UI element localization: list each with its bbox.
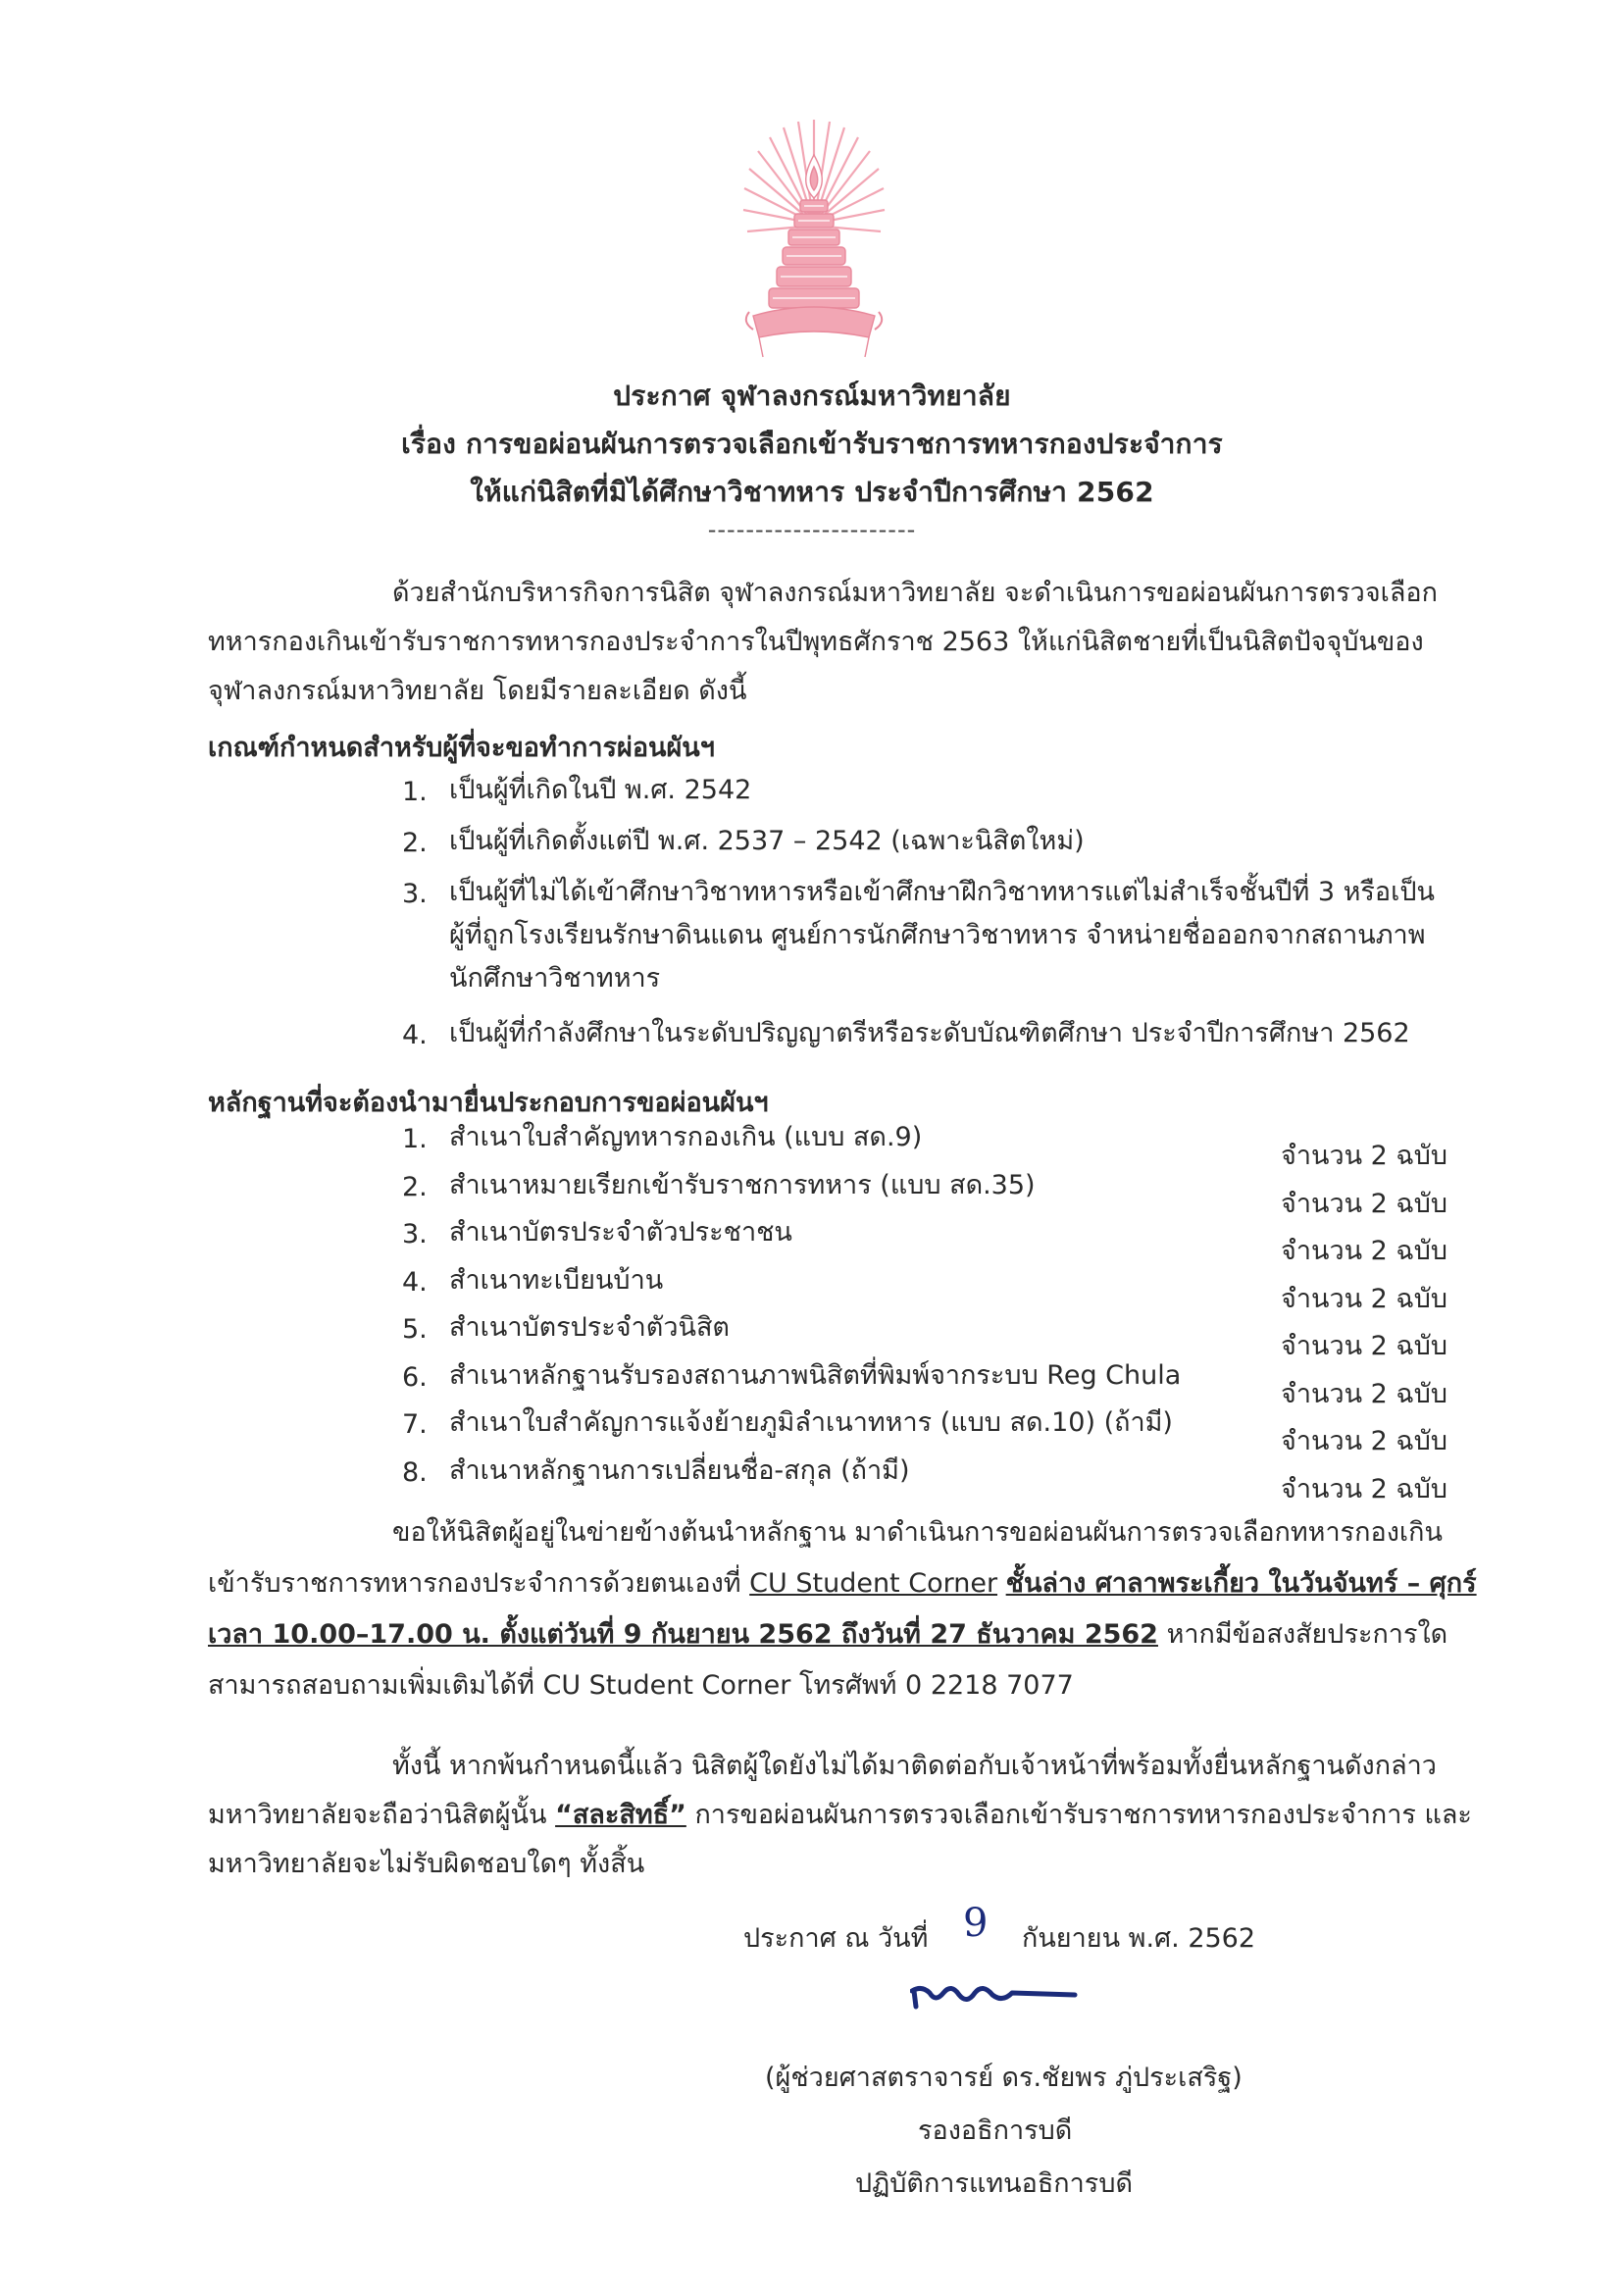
forfeit-term: “สละสิทธิ์”	[555, 1800, 686, 1830]
document-item: สำเนาใบสำคัญการแจ้งย้ายภูมิลำเนาทหาร (แบบ สด.10) (ถ้ามี)	[449, 1407, 1173, 1438]
document-quantity: จำนวน 2 ฉบับ	[1281, 1141, 1448, 1171]
warning-text: การขอผ่อนผันการตรวจเลือกเข้ารับราชการทหารกองประจำการ และ	[694, 1800, 1472, 1830]
document-quantity: จำนวน 2 ฉบับ	[1281, 1236, 1448, 1266]
date-prefix: ประกาศ ณ วันที่	[743, 1923, 929, 1954]
criteria-number: 4.	[402, 1020, 428, 1050]
document-item: สำเนาหมายเรียกเข้ารับราชการทหาร (แบบ สด.35)	[449, 1170, 1036, 1200]
document-number: 5.	[402, 1314, 428, 1345]
location-name: CU Student Corner	[749, 1568, 998, 1599]
warning-line-1: ทั้งนี้ หากพ้นกำหนดนี้แล้ว นิสิตผู้ใดยังไม่ได้มาติดต่อกับเจ้าหน้าที่พร้อมทั้งยื่นหลักฐานดังกล่าว	[392, 1751, 1437, 1781]
university-emblem-icon	[739, 116, 888, 381]
criteria-number: 2.	[402, 828, 428, 858]
location-detail: ชั้นล่าง ศาลาพระเกี้ยว ในวันจันทร์ – ศุกร์	[1005, 1568, 1477, 1599]
document-number: 4.	[402, 1267, 428, 1298]
document-item: สำเนาใบสำคัญทหารกองเกิน (แบบ สด.9)	[449, 1122, 923, 1152]
criteria-number: 1.	[402, 777, 428, 807]
document-number: 1.	[402, 1124, 428, 1154]
signatory-name: (ผู้ช่วยศาสตราจารย์ ดร.ชัยพร ภู่ประเสริฐ)	[765, 2063, 1243, 2093]
intro-line-3: จุฬาลงกรณ์มหาวิทยาลัย โดยมีรายละเอียด ดังนี้	[208, 676, 747, 706]
service-period: เวลา 10.00–17.00 น. ตั้งแต่วันที่ 9 กันยายน 2562 ถึงวันที่ 27 ธันวาคม 2562	[208, 1619, 1158, 1650]
criteria-item: เป็นผู้ที่เกิดตั้งแต่ปี พ.ศ. 2537 – 2542 (เฉพาะนิสิตใหม่)	[449, 826, 1085, 856]
document-quantity: จำนวน 2 ฉบับ	[1281, 1426, 1448, 1456]
instruction-text: เข้ารับราชการทหารกองประจำการด้วยตนเองที่	[208, 1568, 741, 1599]
instruction-line-1: ขอให้นิสิตผู้อยู่ในข่ายข้างต้นนำหลักฐาน มาดำเนินการขอผ่อนผันการตรวจเลือกทหารกองเกิน	[392, 1517, 1443, 1548]
document-item: สำเนาบัตรประจำตัวประชาชน	[449, 1217, 792, 1248]
warning-line-2	[208, 1791, 1472, 1840]
criteria-item: เป็นผู้ที่ไม่ได้เข้าศึกษาวิชาทหารหรือเข้าศึกษาฝึกวิชาทหารแต่ไม่สำเร็จชั้นปีที่ 3 หรือเป็น	[449, 877, 1435, 907]
date-suffix: กันยายน พ.ศ. 2562	[1022, 1923, 1256, 1954]
criteria-item-continued: ผู้ที่ถูกโรงเรียนรักษาดินแดน ศูนย์การนักศึกษาวิชาทหาร จำหน่ายชื่อออกจากสถานภาพ	[449, 920, 1426, 950]
instruction-line-3	[208, 1610, 1447, 1659]
warning-line-3: มหาวิทยาลัยจะไม่รับผิดชอบใดๆ ทั้งสิ้น	[208, 1849, 645, 1879]
document-quantity: จำนวน 2 ฉบับ	[1281, 1189, 1448, 1219]
signatory-position: รองอธิการบดี	[918, 2116, 1073, 2146]
instruction-line-4: สามารถสอบถามเพิ่มเติมได้ที่ CU Student Corner โทรศัพท์ 0 2218 7077	[208, 1670, 1074, 1701]
handwritten-day: 9	[963, 1901, 989, 1946]
signatory-acting: ปฏิบัติการแทนอธิการบดี	[855, 2168, 1133, 2199]
document-quantity: จำนวน 2 ฉบับ	[1281, 1284, 1448, 1314]
document-number: 3.	[402, 1219, 428, 1249]
document-item: สำเนาทะเบียนบ้าน	[449, 1265, 664, 1296]
instruction-line-2	[208, 1559, 1477, 1608]
title-separator: ----------------------	[707, 516, 917, 543]
handwritten-signature-icon	[910, 1979, 1083, 2018]
documents-heading: หลักฐานที่จะต้องนำมายื่นประกอบการขอผ่อนผันฯ	[208, 1088, 769, 1118]
document-number: 2.	[402, 1172, 428, 1202]
criteria-item-continued: นักศึกษาวิชาทหาร	[449, 963, 661, 994]
criteria-item: เป็นผู้ที่กำลังศึกษาในระดับปริญญาตรีหรือระดับบัณฑิตศึกษา ประจำปีการศึกษา 2562	[449, 1018, 1410, 1048]
intro-line-2: ทหารกองเกินเข้ารับราชการทหารกองประจำการในปีพุทธศักราช 2563 ให้แก่นิสิตชายที่เป็นนิสิตปัจจุบันของ	[208, 627, 1424, 657]
instruction-text: หากมีข้อสงสัยประการใด	[1166, 1619, 1448, 1650]
title-line-1: ประกาศ จุฬาลงกรณ์มหาวิทยาลัย	[613, 380, 1011, 412]
document-number: 8.	[402, 1457, 428, 1488]
title-line-2: เรื่อง การขอผ่อนผันการตรวจเลือกเข้ารับราชการทหารกองประจำการ	[401, 428, 1223, 460]
intro-line-1: ด้วยสำนักบริหารกิจการนิสิต จุฬาลงกรณ์มหาวิทยาลัย จะดำเนินการขอผ่อนผันการตรวจเลือก	[392, 578, 1438, 608]
criteria-heading: เกณฑ์กำหนดสำหรับผู้ที่จะขอทำการผ่อนผันฯ	[208, 733, 715, 763]
document-number: 7.	[402, 1409, 428, 1440]
title-line-3: ให้แก่นิสิตที่มิได้ศึกษาวิชาทหาร ประจำปีการศึกษา 2562	[470, 476, 1154, 508]
document-quantity: จำนวน 2 ฉบับ	[1281, 1331, 1448, 1361]
document-quantity: จำนวน 2 ฉบับ	[1281, 1474, 1448, 1504]
criteria-item: เป็นผู้ที่เกิดในปี พ.ศ. 2542	[449, 775, 752, 805]
document-item: สำเนาหลักฐานการเปลี่ยนชื่อ-สกุล (ถ้ามี)	[449, 1455, 910, 1486]
document-number: 6.	[402, 1362, 428, 1393]
document-quantity: จำนวน 2 ฉบับ	[1281, 1379, 1448, 1409]
document-item: สำเนาหลักฐานรับรองสถานภาพนิสิตที่พิมพ์จากระบบ Reg Chula	[449, 1360, 1182, 1391]
document-item: สำเนาบัตรประจำตัวนิสิต	[449, 1312, 730, 1343]
criteria-number: 3.	[402, 879, 428, 909]
warning-text: มหาวิทยาลัยจะถือว่านิสิตผู้นั้น	[208, 1800, 547, 1830]
